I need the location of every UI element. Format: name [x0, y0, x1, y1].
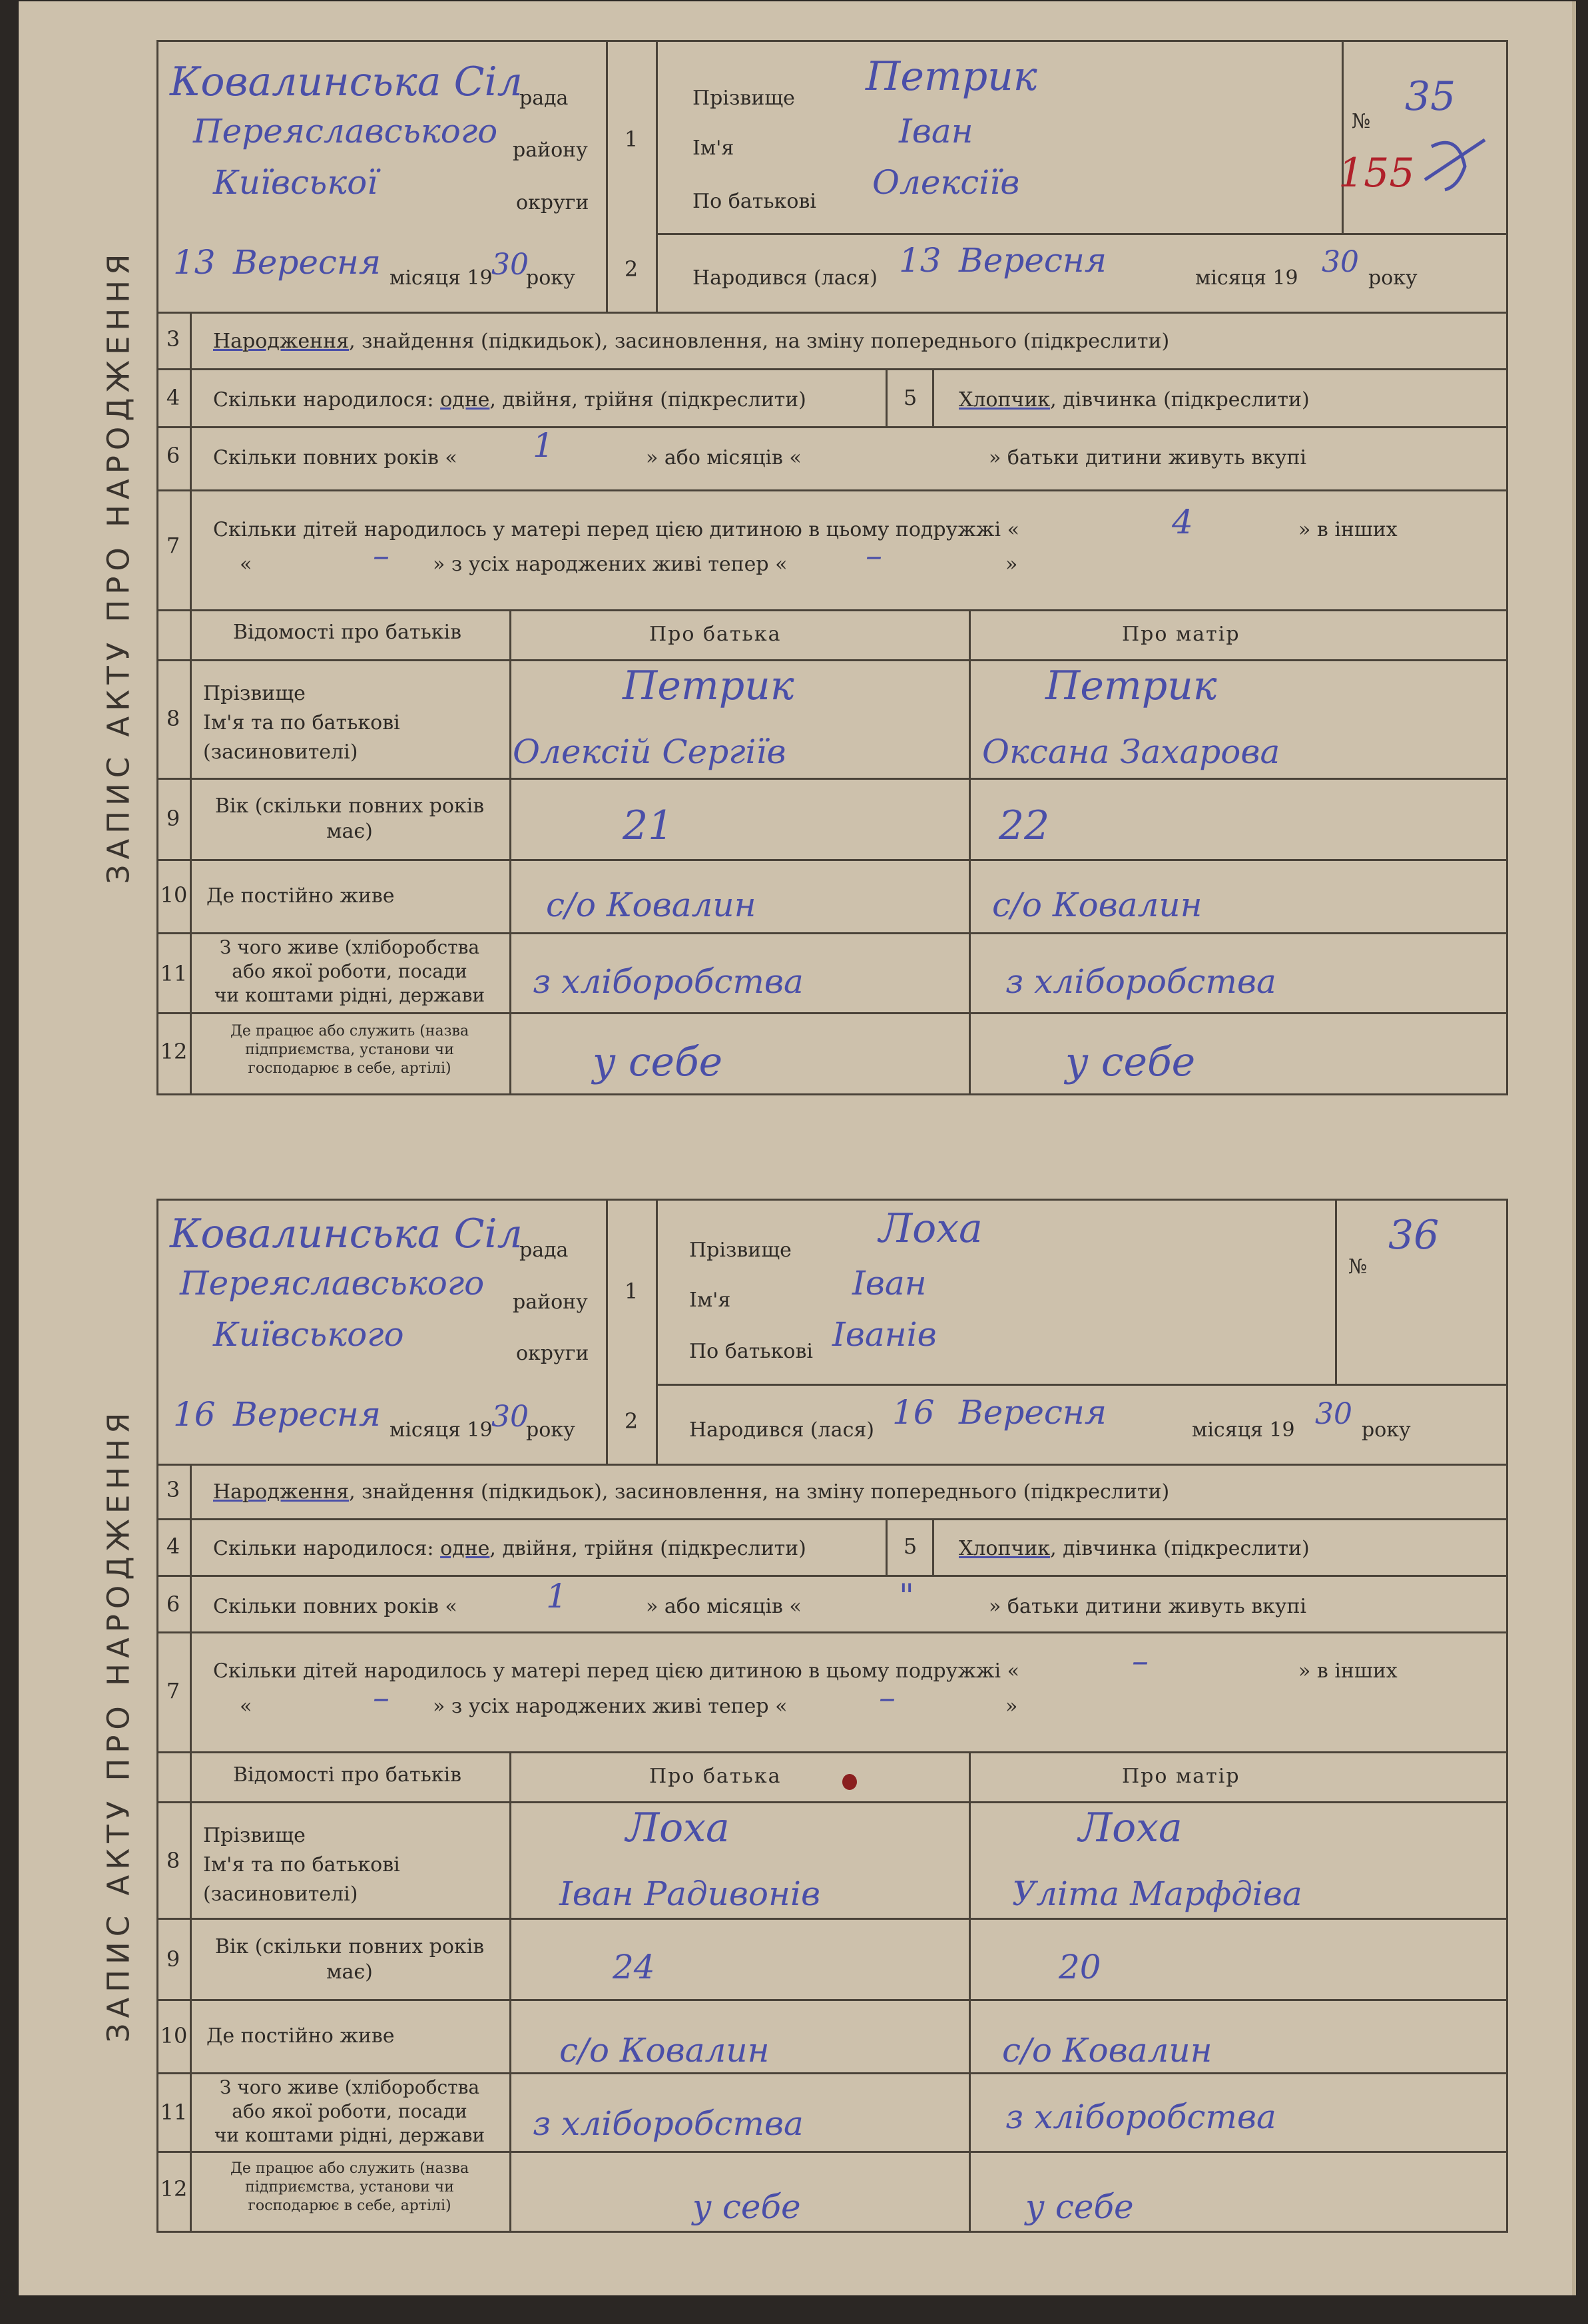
- row-7-text-d: » з усіх народжених живі тепер «: [433, 553, 788, 576]
- father-livelihood: з хліборобства: [533, 962, 804, 1001]
- record-month-label: місяця 19: [390, 1418, 493, 1442]
- record-month: Вересня: [233, 1395, 381, 1434]
- name-value: Іван: [852, 1264, 927, 1303]
- row-7-text-c: «: [240, 553, 252, 576]
- mother-residence: с/о Ковалин: [992, 886, 1202, 924]
- row-7-before: 4: [1172, 503, 1193, 541]
- row-2-number: 2: [624, 1408, 639, 1434]
- patronymic-value: Іванів: [832, 1315, 937, 1354]
- patronymic-value: Олексіїв: [872, 163, 1020, 202]
- side-title: ЗАПИС АКТУ ПРО НАРОДЖЕННЯ: [101, 1407, 136, 2042]
- patronymic-label: По батькові: [689, 1340, 813, 1363]
- born-year: 30: [1322, 245, 1359, 279]
- father-age: 21: [623, 802, 674, 849]
- rada-label: рада: [519, 1239, 569, 1262]
- born-month: Вересня: [959, 1393, 1107, 1432]
- row-7-other: –: [373, 1678, 390, 1717]
- col-info-header: Відомості про батьків: [233, 1763, 462, 1787]
- name-label: Ім'я: [692, 137, 734, 160]
- born-day: 16: [892, 1393, 935, 1432]
- row-7-living: –: [866, 536, 882, 575]
- raion-label: району: [513, 1291, 588, 1314]
- father-residence: с/о Ковалин: [559, 2031, 770, 2070]
- row-6-text-c: » батьки дитини живуть вкупі: [989, 1595, 1307, 1618]
- raion-value: Переяславського: [180, 1264, 485, 1303]
- row-10-label: Де постійно живе: [206, 884, 395, 908]
- birth-record-form-2: [0, 1159, 1588, 2291]
- record-number-red: 155: [1338, 150, 1415, 196]
- record-number-value: 36: [1388, 1212, 1440, 1259]
- row-11-number: 11: [160, 961, 188, 986]
- record-day: 13: [173, 243, 216, 282]
- row-12-number: 12: [160, 2176, 188, 2201]
- row-7-text-a: Скільки дітей народилось у матері перед цією дитиною в цьому подружжі «: [213, 518, 1019, 541]
- row-7-text-b: » в інших: [1298, 518, 1398, 541]
- birth-record-form-1: [0, 0, 1588, 1132]
- row-8-label: Прізвище Ім'я та по батькові (засиновителі): [203, 682, 400, 764]
- row-5-number: 5: [903, 1534, 918, 1559]
- row-8-number: 8: [166, 706, 180, 731]
- mother-residence: с/о Ковалин: [1002, 2031, 1212, 2070]
- col-mother-header: Про матір: [1122, 1765, 1240, 1788]
- row-6-number: 6: [166, 1592, 180, 1617]
- mother-age: 22: [999, 802, 1050, 849]
- strike-mark: [1418, 127, 1491, 200]
- row-7-number: 7: [166, 1678, 180, 1703]
- row-9-label: Вік (скільки повних років має): [214, 1935, 485, 1984]
- name-value: Іван: [899, 112, 973, 150]
- okrug-label: округи: [516, 191, 589, 214]
- born-month-label: місяця 19: [1192, 1418, 1295, 1442]
- row-10-label: Де постійно живе: [206, 2024, 395, 2048]
- row-10-number: 10: [160, 882, 188, 908]
- name-label: Ім'я: [689, 1289, 731, 1312]
- father-residence: с/о Ковалин: [546, 886, 756, 924]
- patronymic-label: По батькові: [692, 190, 816, 213]
- row-1-number: 1: [624, 1279, 639, 1304]
- record-year: 30: [491, 248, 529, 282]
- row-4-number: 4: [166, 1534, 180, 1559]
- born-year-label: року: [1362, 1418, 1411, 1442]
- row-6-years: 1: [533, 426, 554, 465]
- mother-name: Уліта Марфдіва: [1012, 1875, 1302, 1913]
- row-12-number: 12: [160, 1039, 188, 1064]
- row-5-text: Хлопчик, дівчинка (підкреслити): [959, 388, 1310, 412]
- row-6-months: ": [899, 1577, 914, 1615]
- row-3-number: 3: [166, 1477, 180, 1502]
- col-father-header: Про батька: [649, 1765, 782, 1788]
- row-7-text-e: »: [1005, 553, 1018, 576]
- father-age: 24: [613, 1948, 655, 1986]
- father-name: Олексій Сергіїв: [513, 732, 786, 771]
- row-7-text-b: » в інших: [1298, 1659, 1398, 1683]
- row-2-number: 2: [624, 256, 639, 282]
- row-7-living: –: [879, 1678, 896, 1717]
- raion-value: Переяславського: [193, 112, 498, 150]
- record-year-label: року: [526, 266, 575, 290]
- row-7-other: –: [373, 536, 390, 575]
- row-7-text-c: «: [240, 1695, 252, 1718]
- father-livelihood: з хліборобства: [533, 2104, 804, 2143]
- col-info-header: Відомості про батьків: [233, 621, 462, 644]
- row-6-text-a: Скільки повних років «: [213, 446, 457, 469]
- row-6-text-a: Скільки повних років «: [213, 1595, 457, 1618]
- record-day: 16: [173, 1395, 216, 1434]
- father-name: Іван Радивонів: [559, 1875, 821, 1913]
- mother-livelihood: з хліборобства: [1005, 2098, 1276, 2136]
- row-3-text: Народження, знайдення (підкидьок), засиновлення, на зміну попереднього (підкреслити): [213, 1480, 1170, 1504]
- row-9-label: Вік (скільки повних років має): [214, 794, 485, 843]
- row-11-number: 11: [160, 2100, 188, 2125]
- row-6-years: 1: [546, 1577, 567, 1615]
- mother-age: 20: [1059, 1948, 1101, 1986]
- mother-name: Оксана Захарова: [982, 732, 1280, 771]
- row-5-number: 5: [903, 385, 918, 410]
- row-9-number: 9: [166, 806, 180, 831]
- father-surname: Лоха: [626, 1805, 730, 1851]
- row-7-number: 7: [166, 533, 180, 558]
- side-title: ЗАПИС АКТУ ПРО НАРОДЖЕННЯ: [101, 248, 136, 884]
- born-month-label: місяця 19: [1195, 266, 1298, 290]
- father-workplace: у себе: [692, 2187, 801, 2226]
- rada-label: рада: [519, 87, 569, 110]
- record-month-label: місяця 19: [390, 266, 493, 290]
- row-11-label: З чого живе (хліборобства або якої роботи, посади чи коштами рідні, держави: [214, 2076, 485, 2146]
- row-7-before: –: [1132, 1641, 1149, 1680]
- record-number-value: 35: [1405, 73, 1456, 120]
- record-year: 30: [491, 1400, 529, 1434]
- okrug-value: Київської: [213, 163, 378, 202]
- father-surname: Петрик: [623, 663, 794, 709]
- surname-label: Прізвище: [692, 87, 795, 110]
- born-month: Вересня: [959, 241, 1107, 280]
- born-year-label: року: [1368, 266, 1418, 290]
- row-8-label: Прізвище Ім'я та по батькові (засиновителі): [203, 1824, 400, 1906]
- row-6-text-b: » або місяців «: [646, 446, 802, 469]
- row-4-number: 4: [166, 385, 180, 410]
- row-4-text: Скільки народилося: одне, двійня, трійня (підкреслити): [213, 388, 806, 412]
- record-number-label: №: [1348, 1255, 1368, 1279]
- rada-value: Ковалинська Сіл: [170, 1211, 523, 1257]
- row-7-text-e: »: [1005, 1695, 1018, 1718]
- row-1-number: 1: [624, 127, 639, 152]
- col-father-header: Про батька: [649, 623, 782, 646]
- okrug-label: округи: [516, 1342, 589, 1365]
- row-4-text: Скільки народилося: одне, двійня, трійня (підкреслити): [213, 1537, 806, 1560]
- okrug-value: Київського: [213, 1315, 404, 1354]
- record-number-label: №: [1352, 110, 1371, 133]
- col-mother-header: Про матір: [1122, 623, 1240, 646]
- row-10-number: 10: [160, 2023, 188, 2048]
- row-7-text-d: » з усіх народжених живі тепер «: [433, 1695, 788, 1718]
- row-6-text-c: » батьки дитини живуть вкупі: [989, 446, 1307, 469]
- row-12-label: Де працює або служить (назва підприємства, установи чи господарює в себе, артілі): [230, 1023, 469, 1077]
- born-year: 30: [1315, 1397, 1352, 1431]
- surname-value: Петрик: [866, 53, 1037, 100]
- rada-value: Ковалинська Сіл: [170, 59, 523, 105]
- born-day: 13: [899, 241, 941, 280]
- mother-workplace: у себе: [1065, 1039, 1196, 1085]
- row-6-number: 6: [166, 443, 180, 468]
- row-6-text-b: » або місяців «: [646, 1595, 802, 1618]
- row-3-text: Народження, знайдення (підкидьок), засиновлення, на зміну попереднього (підкреслити): [213, 330, 1170, 353]
- row-12-label: Де працює або служить (назва підприємства, установи чи господарює в себе, артілі): [230, 2160, 469, 2214]
- mother-surname: Петрик: [1045, 663, 1217, 709]
- surname-value: Лоха: [879, 1205, 983, 1252]
- raion-label: району: [513, 139, 588, 162]
- row-11-label: З чого живе (хліборобства або якої роботи, посади чи коштами рідні, держави: [214, 936, 485, 1006]
- record-year-label: року: [526, 1418, 575, 1442]
- surname-label: Прізвище: [689, 1239, 792, 1262]
- row-9-number: 9: [166, 1946, 180, 1972]
- mother-surname: Лоха: [1079, 1805, 1183, 1851]
- row-7-text-a: Скільки дітей народилось у матері перед цією дитиною в цьому подружжі «: [213, 1659, 1019, 1683]
- row-3-number: 3: [166, 326, 180, 352]
- born-label: Народився (лася): [689, 1418, 875, 1442]
- ink-blot: [842, 1774, 857, 1790]
- father-workplace: у себе: [593, 1039, 723, 1085]
- mother-workplace: у себе: [1025, 2187, 1134, 2226]
- row-5-text: Хлопчик, дівчинка (підкреслити): [959, 1537, 1310, 1560]
- mother-livelihood: з хліборобства: [1005, 962, 1276, 1001]
- row-8-number: 8: [166, 1848, 180, 1873]
- record-month: Вересня: [233, 243, 381, 282]
- born-label: Народився (лася): [692, 266, 878, 290]
